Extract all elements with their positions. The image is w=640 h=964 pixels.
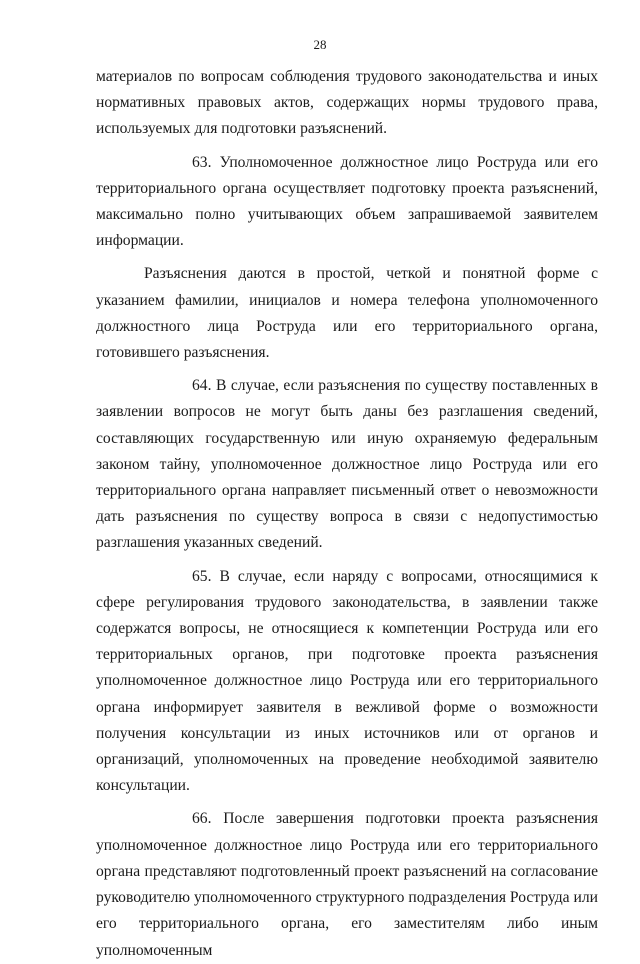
paragraph-number: 64. xyxy=(192,377,212,395)
page-number: 28 xyxy=(313,37,327,52)
paragraph-item-65 xyxy=(96,564,598,800)
paragraph-text: материалов по вопросам соблюдения трудового законодательства и иных нормативных правовых актов, содержащих нормы трудового права, используемых для подготовки разъяснений. xyxy=(96,68,598,138)
paragraph-number: 65. xyxy=(192,567,212,585)
paragraph-number: 63. xyxy=(192,153,212,171)
paragraph-item-64 xyxy=(96,373,598,556)
paragraph-item-63-form xyxy=(96,261,598,366)
paragraph-text: Уполномоченное должностное лицо Роструда или его территориального органа осуществляет подготовку проекта разъяснений, максимально полно учитывающих объем запрашиваемой заявителем информации. xyxy=(96,153,598,250)
paragraph-text: Разъяснения даются в простой, четкой и понятной форме с указанием фамилии, инициалов и номера телефона уполномоченного должностного лица Роструда или его территориального органа, готовившего разъяснения. xyxy=(96,265,598,362)
paragraph-text: В случае, если разъяснения по существу поставленных в заявлении вопросов не могут быть даны без разглашения сведений, составляющих государственную или иную охраняемую федеральным законом тайну, уполномоченное должностное лицо Роструда или его территориального органа направляет письменный ответ о невозможности дать разъяснения по существу вопроса в связи с недопустимостью разглашения указанных сведений. xyxy=(96,377,598,552)
paragraph-text: После завершения подготовки проекта разъяснения уполномоченное должностное лицо Роструда или его территориального органа представляют подготовленный проект разъяснений на согласование руководителю уполномоченного структурного подразделения Роструда или его территориального органа, его заместителям либо иным уполномоченным xyxy=(96,810,598,959)
paragraph-item-66 xyxy=(96,806,598,963)
document-body xyxy=(96,64,598,964)
paragraph-item-63 xyxy=(96,150,598,255)
paragraph-text: В случае, если наряду с вопросами, относящимися к сфере регулирования трудового законодательства, в заявлении также содержатся вопросы, не относящиеся к компетенции Роструда или его территориальных органов, при подготовке проекта разъяснения уполномоченное должностное лицо Роструда или его территориального органа информирует заявителя в вежливой форме о возможности получения консультации из иных источников или от органов и организаций, уполномоченных на проведение необходимой заявителю консультации. xyxy=(96,567,598,795)
paragraph-continuation xyxy=(96,64,598,143)
paragraph-number: 66. xyxy=(192,810,212,828)
